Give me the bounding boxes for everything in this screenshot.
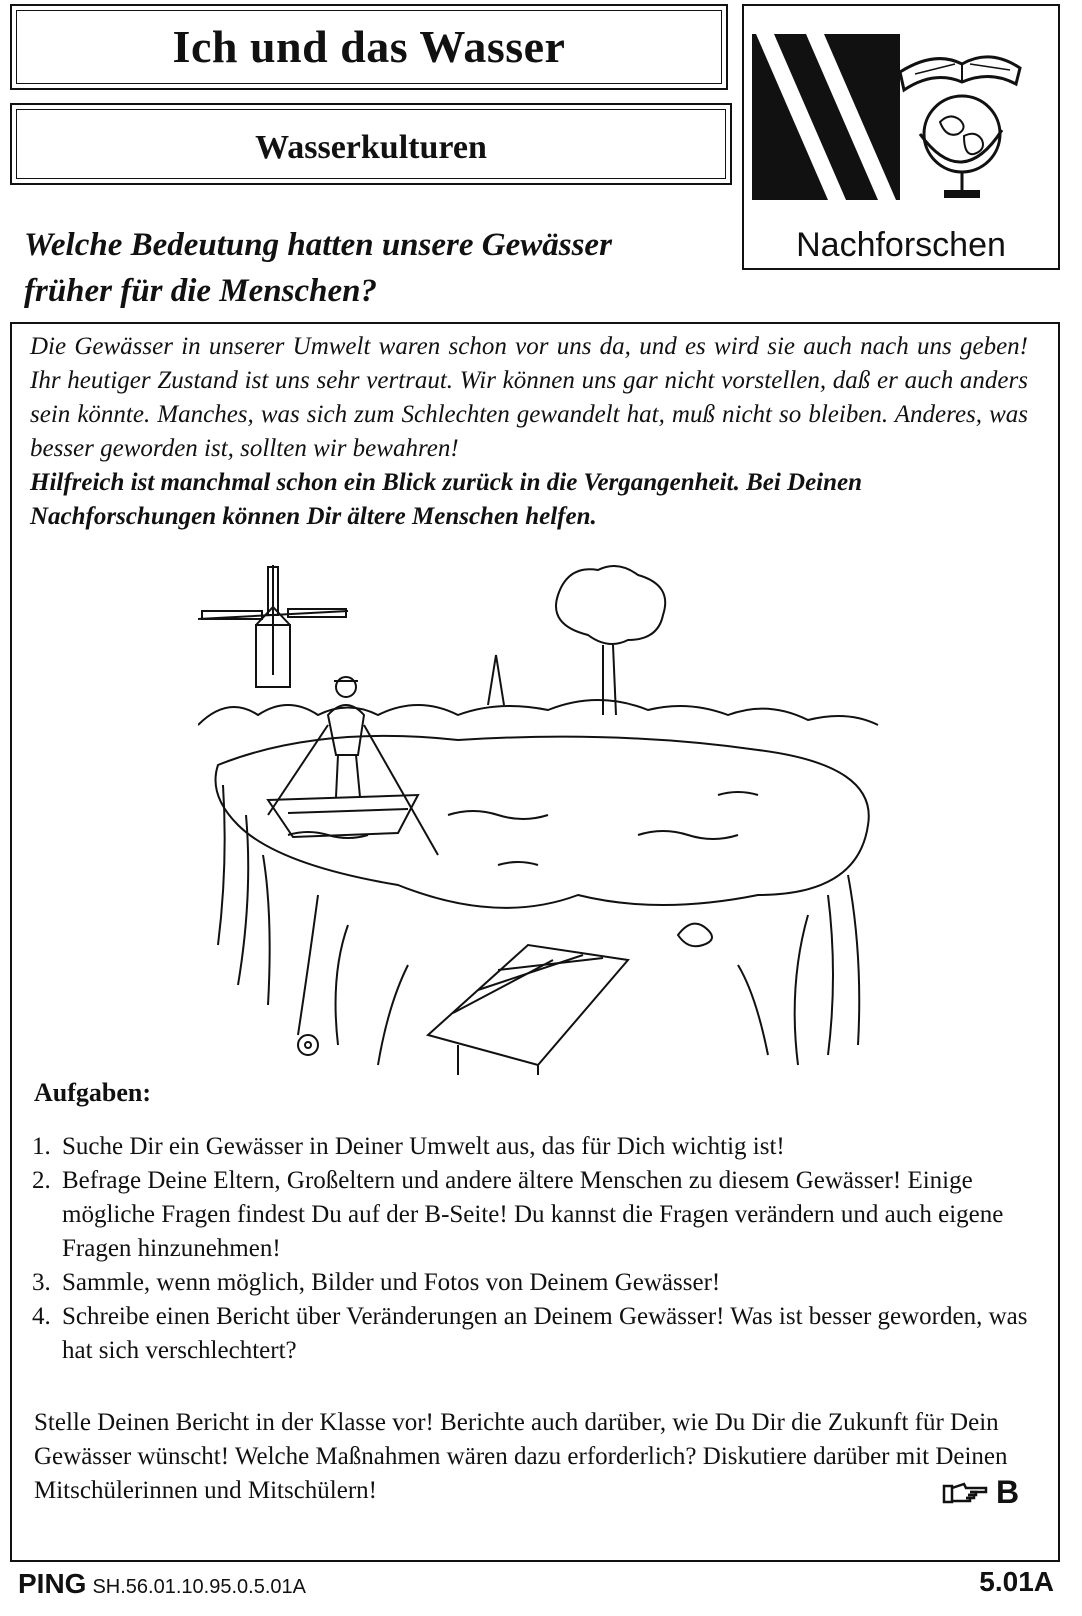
task-text: Suche Dir ein Gewässer in Deiner Umwelt aus, das für Dich wichtig ist!	[62, 1133, 785, 1160]
subtitle-box	[10, 103, 732, 185]
intro-bold-line-1: Hilfreich ist manchmal schon ein Blick zurück in die Vergangenheit. Bei Deinen	[30, 469, 863, 496]
task-text: Sammle, wenn möglich, Bilder und Fotos von Deinem Gewässer!	[62, 1269, 721, 1296]
footer-code: SH.56.01.10.95.0.5.01A	[92, 1576, 306, 1598]
tasks-list	[32, 1130, 1032, 1368]
logo-box	[742, 4, 1060, 270]
list-item	[32, 1130, 1032, 1164]
footer-left	[18, 1568, 306, 1600]
pond-landscape-illustration-icon	[198, 565, 888, 1075]
pointing-hand-icon	[942, 1480, 990, 1506]
page-subtitle: Wasserkulturen	[255, 129, 487, 166]
title-box	[10, 4, 728, 90]
list-item	[32, 1164, 1032, 1266]
closing-text: Stelle Deinen Bericht in der Klasse vor! Berichte auch darüber, wie Du Dir die Zukunft für Dein Gewässer wünscht! Welche Maßnahmen wären dazu erforderlich? Diskutiere darüber mit Deinen Mitschülerinnen und Mitschülern!	[34, 1409, 1008, 1504]
task-text: Befrage Deine Eltern, Großeltern und andere ältere Menschen zu diesem Gewässer! Einige mögliche Fragen findest Du auf der B-Seite! Du kannst die Fragen verändern und auch eigene Fragen hinzunehmen!	[62, 1167, 1004, 1262]
reference-letter: B	[996, 1474, 1020, 1510]
tasks-heading: Aufgaben:	[34, 1078, 152, 1107]
task-text: Schreibe einen Bericht über Veränderungen an Deinem Gewässer! Was ist besser geworden, was hat sich verschlechtert?	[62, 1303, 1028, 1364]
footer-brand: PING	[18, 1568, 87, 1599]
task-number: 2.	[32, 1167, 51, 1194]
logo-label: Nachforschen	[796, 226, 1006, 264]
main-question	[24, 222, 724, 314]
task-number: 1.	[32, 1133, 51, 1160]
question-line-1: Welche Bedeutung hatten unsere Gewässer	[24, 227, 612, 263]
intro-bold-line-2: Nachforschungen können Dir ältere Menschen helfen.	[30, 503, 597, 530]
intro-paragraph: Die Gewässer in unserer Umwelt waren schon vor uns da, und es wird sie auch nach uns geben! Ihr heutiger Zustand ist uns sehr vertraut. Wir können uns gar nicht vorstellen, daß er auch anders sein könnte. Manches, was sich zum Schlechten gewandelt hat, muß nicht so bleiben. Anderes, was besser geworden ist, sollten wir bewahren!	[30, 333, 1028, 462]
task-number: 4.	[32, 1303, 51, 1330]
question-line-2: früher für die Menschen?	[24, 273, 377, 309]
task-number: 3.	[32, 1269, 51, 1296]
footer-page-number: 5.01A	[979, 1566, 1054, 1597]
book-globe-logo-icon	[750, 12, 1052, 218]
intro-text	[30, 330, 1028, 534]
list-item	[32, 1266, 1032, 1300]
page-title: Ich und das Wasser	[172, 21, 566, 72]
list-item	[32, 1300, 1032, 1368]
